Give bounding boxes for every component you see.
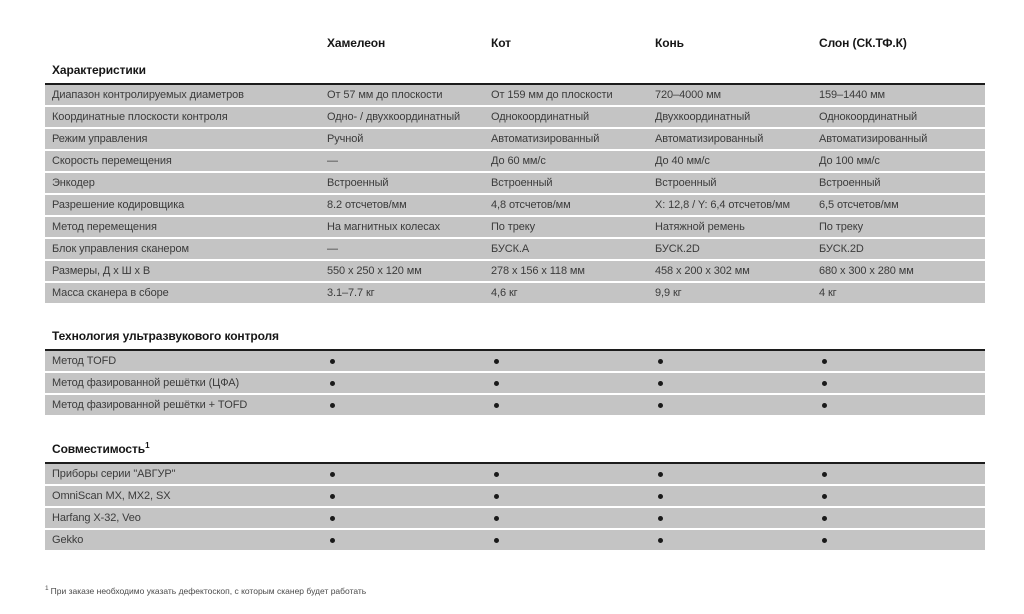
table-row [45,283,985,305]
scanner-comparison-table [45,36,985,552]
bullet-dot-icon [822,494,827,499]
row-label: Gekko [52,534,84,546]
table-row [45,373,985,395]
row-label: Размеры, Д х Ш х В [52,265,151,277]
cell-value [491,490,655,502]
cell-value [819,490,985,502]
column-header-4: Слон (СК.ТФ.К) [819,36,907,50]
row-label: Диапазон контролируемых диаметров [52,89,244,101]
table-row [45,395,985,417]
row-label: Энкодер [52,177,95,189]
bullet-dot-icon [330,381,335,386]
bullet-dot-icon [494,403,499,408]
cell-value: Однокоординатный [819,111,918,123]
cell-value: 4,6 кг [491,287,518,299]
table-row [45,530,985,552]
column-header-row [45,36,985,63]
cell-value: БУСК.2D [819,243,864,255]
section-1 [45,63,985,305]
column-header-2: Кот [491,36,511,50]
cell-value [819,399,985,411]
bullet-dot-icon [658,516,663,521]
bullet-dot-icon [494,359,499,364]
cell-value: До 40 мм/с [655,155,710,167]
bullet-dot-icon [658,494,663,499]
bullet-dot-icon [494,472,499,477]
bullet-dot-icon [822,538,827,543]
table-row [45,85,985,107]
cell-value: От 159 мм до плоскости [491,89,613,101]
bullet-dot-icon [330,494,335,499]
table-row [45,173,985,195]
cell-value: Двухкоординатный [655,111,751,123]
row-label: Метод фазированной решётки + TOFD [52,399,248,411]
table-row [45,464,985,486]
cell-value: БУСК.2D [655,243,700,255]
bullet-dot-icon [494,538,499,543]
cell-value [491,377,655,389]
cell-value [655,534,819,546]
section-2 [45,329,985,417]
bullet-dot-icon [330,538,335,543]
cell-value [491,355,655,367]
cell-value: До 60 мм/с [491,155,546,167]
row-label: Режим управления [52,133,148,145]
cell-value: 9,9 кг [655,287,682,299]
cell-value: До 100 мм/с [819,155,880,167]
cell-value [491,534,655,546]
section-title: Технология ультразвукового контроля [45,329,985,351]
cell-value: Автоматизированный [655,133,764,145]
table-row [45,151,985,173]
cell-value [819,355,985,367]
cell-value: Встроенный [491,177,553,189]
cell-value [819,512,985,524]
row-label: Приборы серии "АВГУР" [52,468,176,480]
row-label: Метод TOFD [52,355,117,367]
cell-value: Встроенный [327,177,389,189]
cell-value [327,512,491,524]
cell-value [655,377,819,389]
row-label: Скорость перемещения [52,155,172,167]
cell-value: По треку [819,221,863,233]
table-row [45,239,985,261]
row-label: OmniScan MX, MX2, SX [52,490,171,502]
cell-value [655,355,819,367]
cell-value: Встроенный [819,177,881,189]
cell-value [327,399,491,411]
table-sections [45,63,985,552]
table-row [45,261,985,283]
cell-value [491,512,655,524]
cell-value: — [327,243,338,255]
row-label: Метод перемещения [52,221,157,233]
cell-value [655,512,819,524]
cell-value [327,534,491,546]
cell-value: Однокоординатный [491,111,590,123]
cell-value: На магнитных колесах [327,221,441,233]
cell-value: 3.1–7.7 кг [327,287,375,299]
cell-value [655,399,819,411]
bullet-dot-icon [658,381,663,386]
bullet-dot-icon [330,359,335,364]
bullet-dot-icon [822,381,827,386]
cell-value: Одно- / двухкоординатный [327,111,461,123]
cell-value: 6,5 отсчетов/мм [819,199,899,211]
row-label: Метод фазированной решётки (ЦФА) [52,377,240,389]
cell-value: По треку [491,221,535,233]
table-row [45,351,985,373]
cell-value: 4 кг [819,287,837,299]
bullet-dot-icon [494,516,499,521]
cell-value [327,355,491,367]
bullet-dot-icon [330,472,335,477]
cell-value [655,468,819,480]
table-row [45,486,985,508]
bullet-dot-icon [658,538,663,543]
cell-value [819,534,985,546]
section-title: Совместимость$^1$ [45,441,985,464]
bullet-dot-icon [822,403,827,408]
cell-value: 458 х 200 х 302 мм [655,265,750,277]
table-row [45,129,985,151]
cell-value: 8.2 отсчетов/мм [327,199,407,211]
table-row [45,107,985,129]
cell-value: 278 х 156 х 118 мм [491,265,585,277]
footnote-superscript: 1 [45,585,49,592]
cell-value: Натяжной ремень [655,221,745,233]
cell-value: 550 х 250 х 120 мм [327,265,422,277]
bullet-dot-icon [658,403,663,408]
cell-value [491,468,655,480]
cell-value: Автоматизированный [819,133,928,145]
bullet-dot-icon [658,472,663,477]
cell-value [819,377,985,389]
section-3 [45,441,985,552]
column-header-3: Конь [655,36,684,50]
table-row [45,217,985,239]
cell-value: 680 х 300 х 280 мм [819,265,914,277]
cell-value: Автоматизированный [491,133,600,145]
row-label: Масса сканера в сборе [52,287,169,299]
cell-value: Ручной [327,133,364,145]
cell-value: От 57 мм до плоскости [327,89,443,101]
cell-value: БУСК.А [491,243,530,255]
bullet-dot-icon [822,472,827,477]
table-row [45,195,985,217]
cell-value [327,490,491,502]
bullet-dot-icon [494,381,499,386]
bullet-dot-icon [658,359,663,364]
cell-value: X: 12,8 / Y: 6,4 отсчетов/мм [655,199,790,211]
footnote [45,585,366,596]
table-row [45,508,985,530]
bullet-dot-icon [330,516,335,521]
cell-value: — [327,155,338,167]
column-header-1: Хамелеон [327,36,386,50]
cell-value [655,490,819,502]
bullet-dot-icon [494,494,499,499]
cell-value [491,399,655,411]
section-title: Характеристики [45,63,985,85]
bullet-dot-icon [822,516,827,521]
bullet-dot-icon [330,403,335,408]
row-label: Разрешение кодировщика [52,199,185,211]
row-label: Блок управления сканером [52,243,189,255]
footnote-text: При заказе необходимо указать дефектоскоп, с которым сканер будет работать [50,585,367,596]
cell-value: 159–1440 мм [819,89,886,101]
bullet-dot-icon [822,359,827,364]
cell-value [327,377,491,389]
section-title-superscript: 1 [145,441,150,450]
cell-value: 4,8 отсчетов/мм [491,199,571,211]
cell-value [819,468,985,480]
cell-value [327,468,491,480]
row-label: Harfang X-32, Veo [52,512,141,524]
cell-value: 720–4000 мм [655,89,722,101]
row-label: Координатные плоскости контроля [52,111,228,123]
cell-value: Встроенный [655,177,717,189]
